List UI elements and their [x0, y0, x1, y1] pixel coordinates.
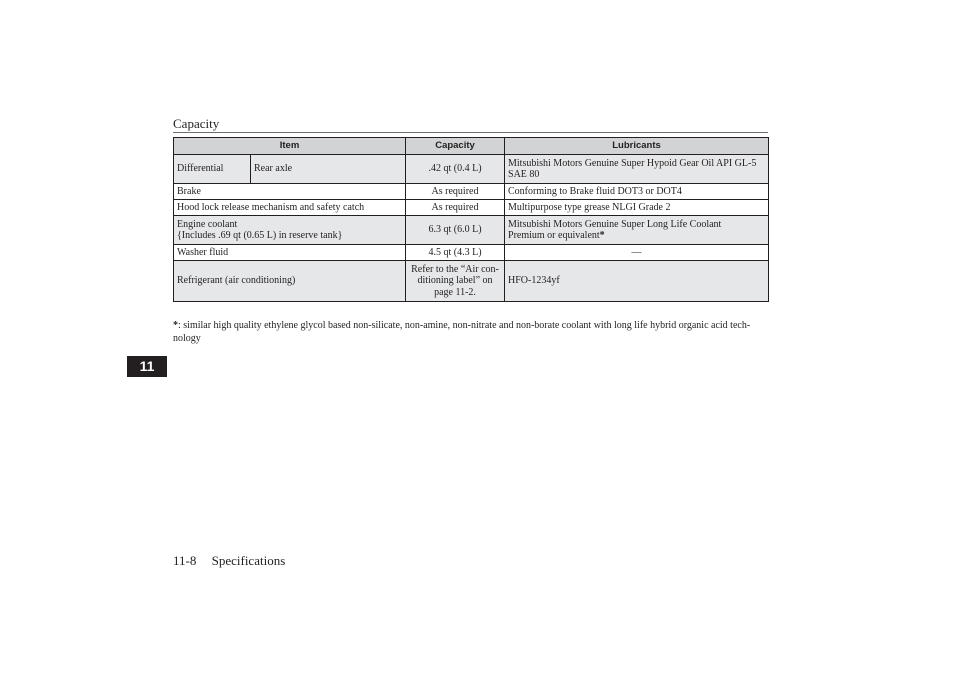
table-row — [174, 155, 769, 184]
table-row — [174, 245, 769, 261]
row-capacity: As required — [406, 200, 505, 216]
column-header-lubricants: Lubricants — [505, 138, 769, 155]
footnote-text: : similar high quality ethylene glycol based non-silicate, non-amine, non-nitrate and non-borate coolant with long life hybrid organic acid tech-nology — [173, 320, 751, 344]
row-item: Hood lock release mechanism and safety catch — [174, 200, 406, 216]
footer-section: Specifications — [211, 553, 286, 568]
row-item: Differential — [174, 155, 251, 184]
row-lubricant-line2 — [508, 230, 765, 242]
page-number: 11-8 — [173, 553, 197, 568]
column-header-item: Item — [174, 138, 406, 155]
row-lubricant: Mitsubishi Motors Genuine Super Long Life Coolant — [508, 218, 722, 230]
header-rule — [173, 132, 768, 133]
footnote — [173, 319, 773, 345]
row-item: Washer fluid — [174, 245, 406, 261]
column-header-capacity: Capacity — [406, 138, 505, 155]
section-tab: 11 — [127, 356, 167, 377]
row-lubricant: Multipurpose type grease NLGI Grade 2 — [505, 200, 769, 216]
capacity-table — [173, 137, 769, 302]
table-row — [174, 261, 769, 302]
row-capacity: 4.5 qt (4.3 L) — [406, 245, 505, 261]
table-row — [174, 184, 769, 200]
table-header-row — [174, 138, 769, 155]
row-item-cell — [174, 216, 406, 245]
row-subitem: Rear axle — [251, 155, 406, 184]
row-lubricant: — — [505, 245, 769, 261]
row-item: Brake — [174, 184, 406, 200]
row-lubricant: Mitsubishi Motors Genuine Super Hypoid Gear Oil API GL-5 SAE 80 — [505, 155, 769, 184]
row-lubricant-cell — [505, 216, 769, 245]
footnote-mark: * — [173, 320, 178, 331]
lubricant-text: Premium or equivalent — [508, 230, 600, 241]
row-capacity: .42 qt (0.4 L) — [406, 155, 505, 184]
row-capacity: As required — [406, 184, 505, 200]
row-item: Refrigerant (air conditioning) — [174, 261, 406, 302]
row-capacity: 6.3 qt (6.0 L) — [406, 216, 505, 245]
row-lubricant: Conforming to Brake fluid DOT3 or DOT4 — [505, 184, 769, 200]
footnote-mark: * — [599, 230, 605, 241]
page-footer — [173, 553, 285, 569]
row-item: Engine coolant — [177, 218, 238, 230]
row-capacity: Refer to the “Air con-ditioning label” on page 11-2. — [406, 261, 505, 302]
row-item-note: {Includes .69 qt (0.65 L) in reserve tank} — [177, 230, 343, 241]
table-row — [174, 216, 769, 245]
page-header-title: Capacity — [173, 116, 220, 131]
table-row — [174, 200, 769, 216]
row-lubricant: HFO-1234yf — [505, 261, 769, 302]
